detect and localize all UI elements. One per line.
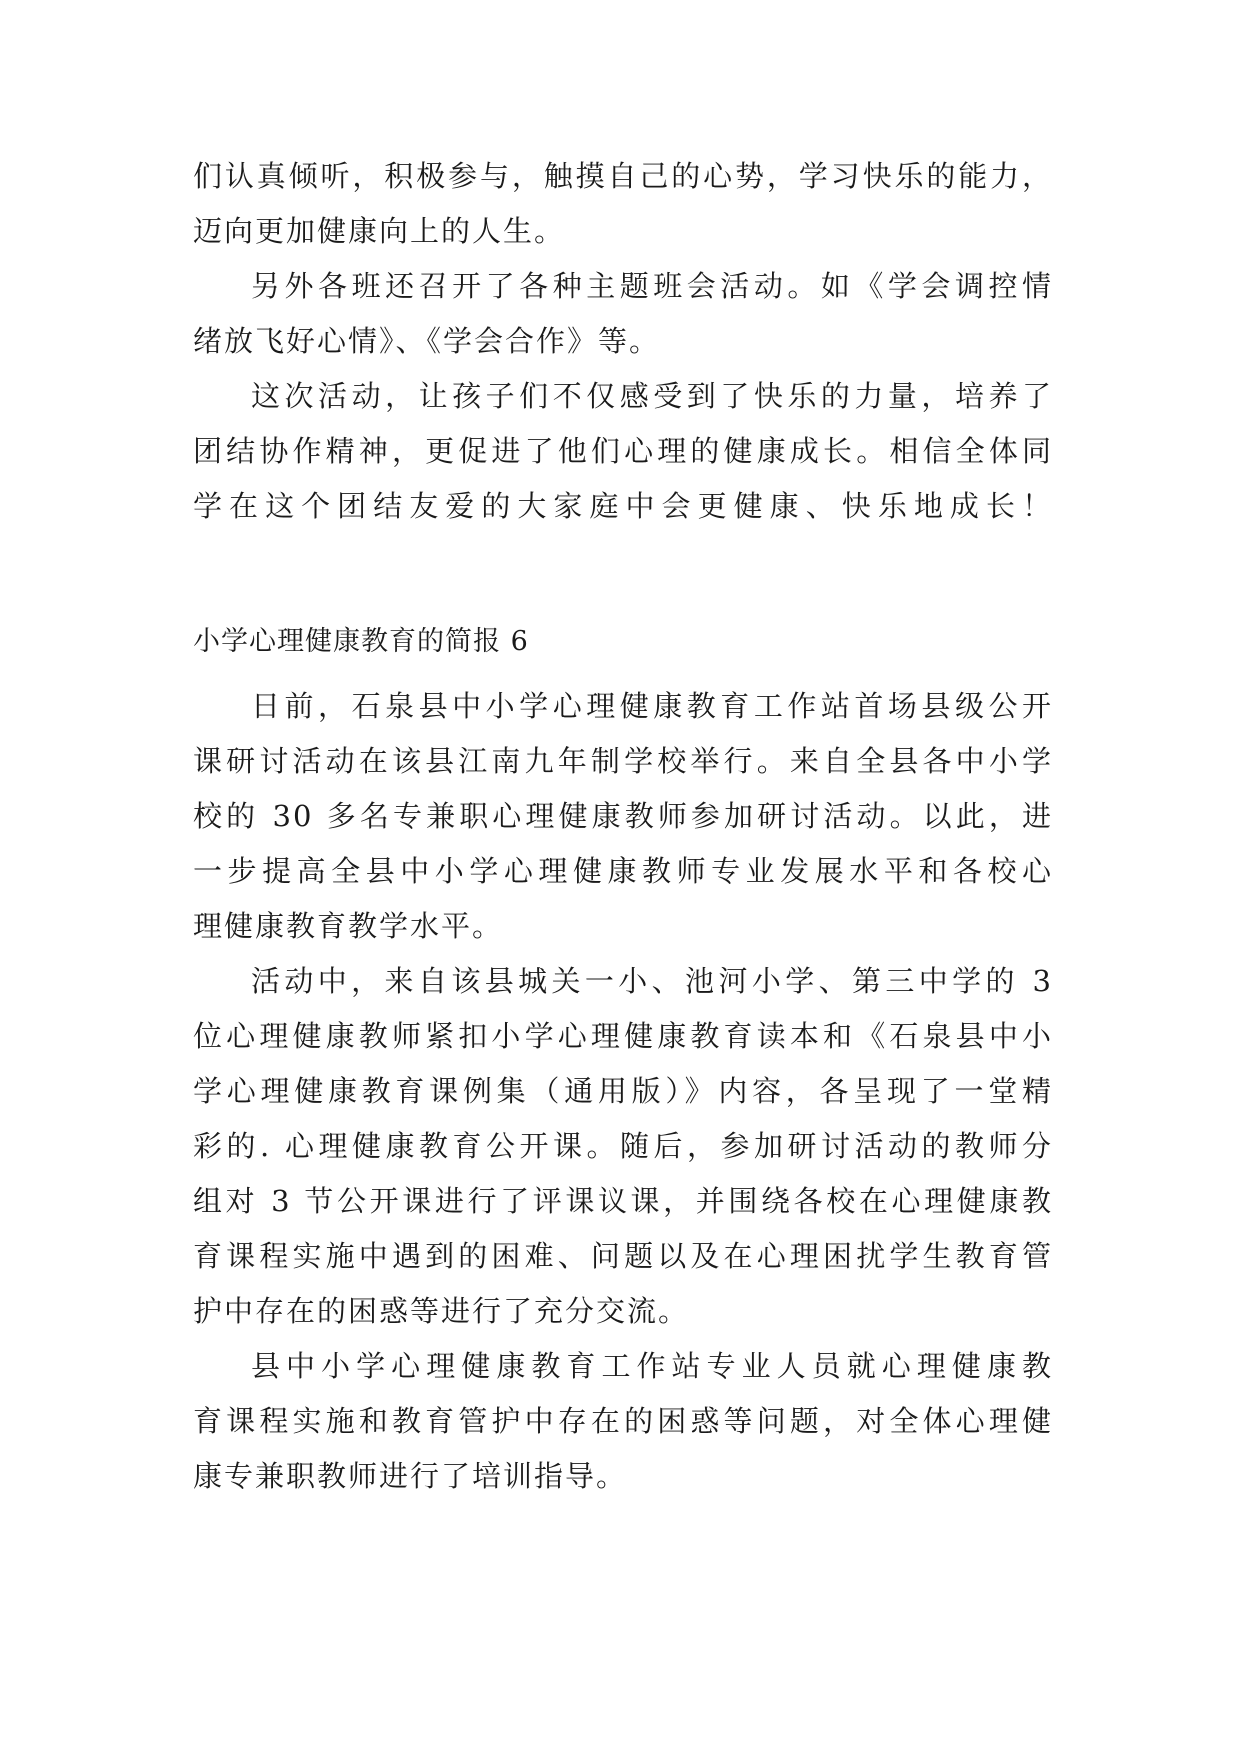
- paragraph-2-line-2: 绪放飞好心情》、《学会合作》等。: [193, 324, 661, 358]
- paragraph-1-line-2: 迈向更加健康向上的人生。: [193, 214, 566, 248]
- section-paragraph-2-line-2: 位心理健康教师紧扣小学心理健康教育读本和《石泉县中小: [193, 1019, 1053, 1053]
- section-paragraph-1-line-3: 校的 30 多名专兼职心理健康教师参加研讨活动。以此，进: [193, 799, 1053, 833]
- paragraph-2-line-1: 另外各班还召开了各种主题班会活动。如《学会调控情: [251, 269, 1053, 303]
- section-paragraph-3-line-2: 育课程实施和教育管护中存在的困惑等问题，对全体心理健: [193, 1404, 1053, 1438]
- section-paragraph-2-line-1: 活动中，来自该县城关一小、池河小学、第三中学的 3: [251, 964, 1053, 998]
- section-paragraph-2-line-3: 学心理健康教育课例集（通用版）》内容，各呈现了一堂精: [193, 1074, 1053, 1108]
- paragraph-1-line-1: 们认真倾听，积极参与，触摸自己的心势，学习快乐的能力，: [193, 159, 1053, 193]
- section-paragraph-1-line-4: 一步提高全县中小学心理健康教师专业发展水平和各校心: [193, 854, 1053, 888]
- paragraph-3-line-2: 团结协作精神，更促进了他们心理的健康成长。相信全体同: [193, 434, 1053, 468]
- section-paragraph-1-line-2: 课研讨活动在该县江南九年制学校举行。来自全县各中小学: [193, 744, 1053, 778]
- section-paragraph-3-line-3: 康专兼职教师进行了培训指导。: [193, 1459, 628, 1493]
- section-paragraph-2-line-4: 彩的. 心理健康教育公开课。随后，参加研讨活动的教师分: [193, 1129, 1053, 1163]
- section-paragraph-2-line-6: 育课程实施中遇到的困难、问题以及在心理困扰学生教育管: [193, 1239, 1053, 1273]
- paragraph-3-line-1: 这次活动，让孩子们不仅感受到了快乐的力量，培养了: [251, 379, 1053, 413]
- section-paragraph-2-line-7: 护中存在的困惑等进行了充分交流。: [193, 1294, 690, 1328]
- paragraph-3-line-3: 学在这个团结友爱的大家庭中会更健康、快乐地成长！: [193, 489, 1053, 523]
- section-title: 小学心理健康教育的简报 6: [193, 626, 529, 657]
- section-paragraph-3-line-1: 县中小学心理健康教育工作站专业人员就心理健康教: [251, 1349, 1053, 1383]
- section-paragraph-1-line-5: 理健康教育教学水平。: [193, 909, 504, 943]
- section-paragraph-2-line-5: 组对 3 节公开课进行了评课议课，并围绕各校在心理健康教: [193, 1184, 1053, 1218]
- section-paragraph-1-line-1: 日前，石泉县中小学心理健康教育工作站首场县级公开: [251, 689, 1053, 723]
